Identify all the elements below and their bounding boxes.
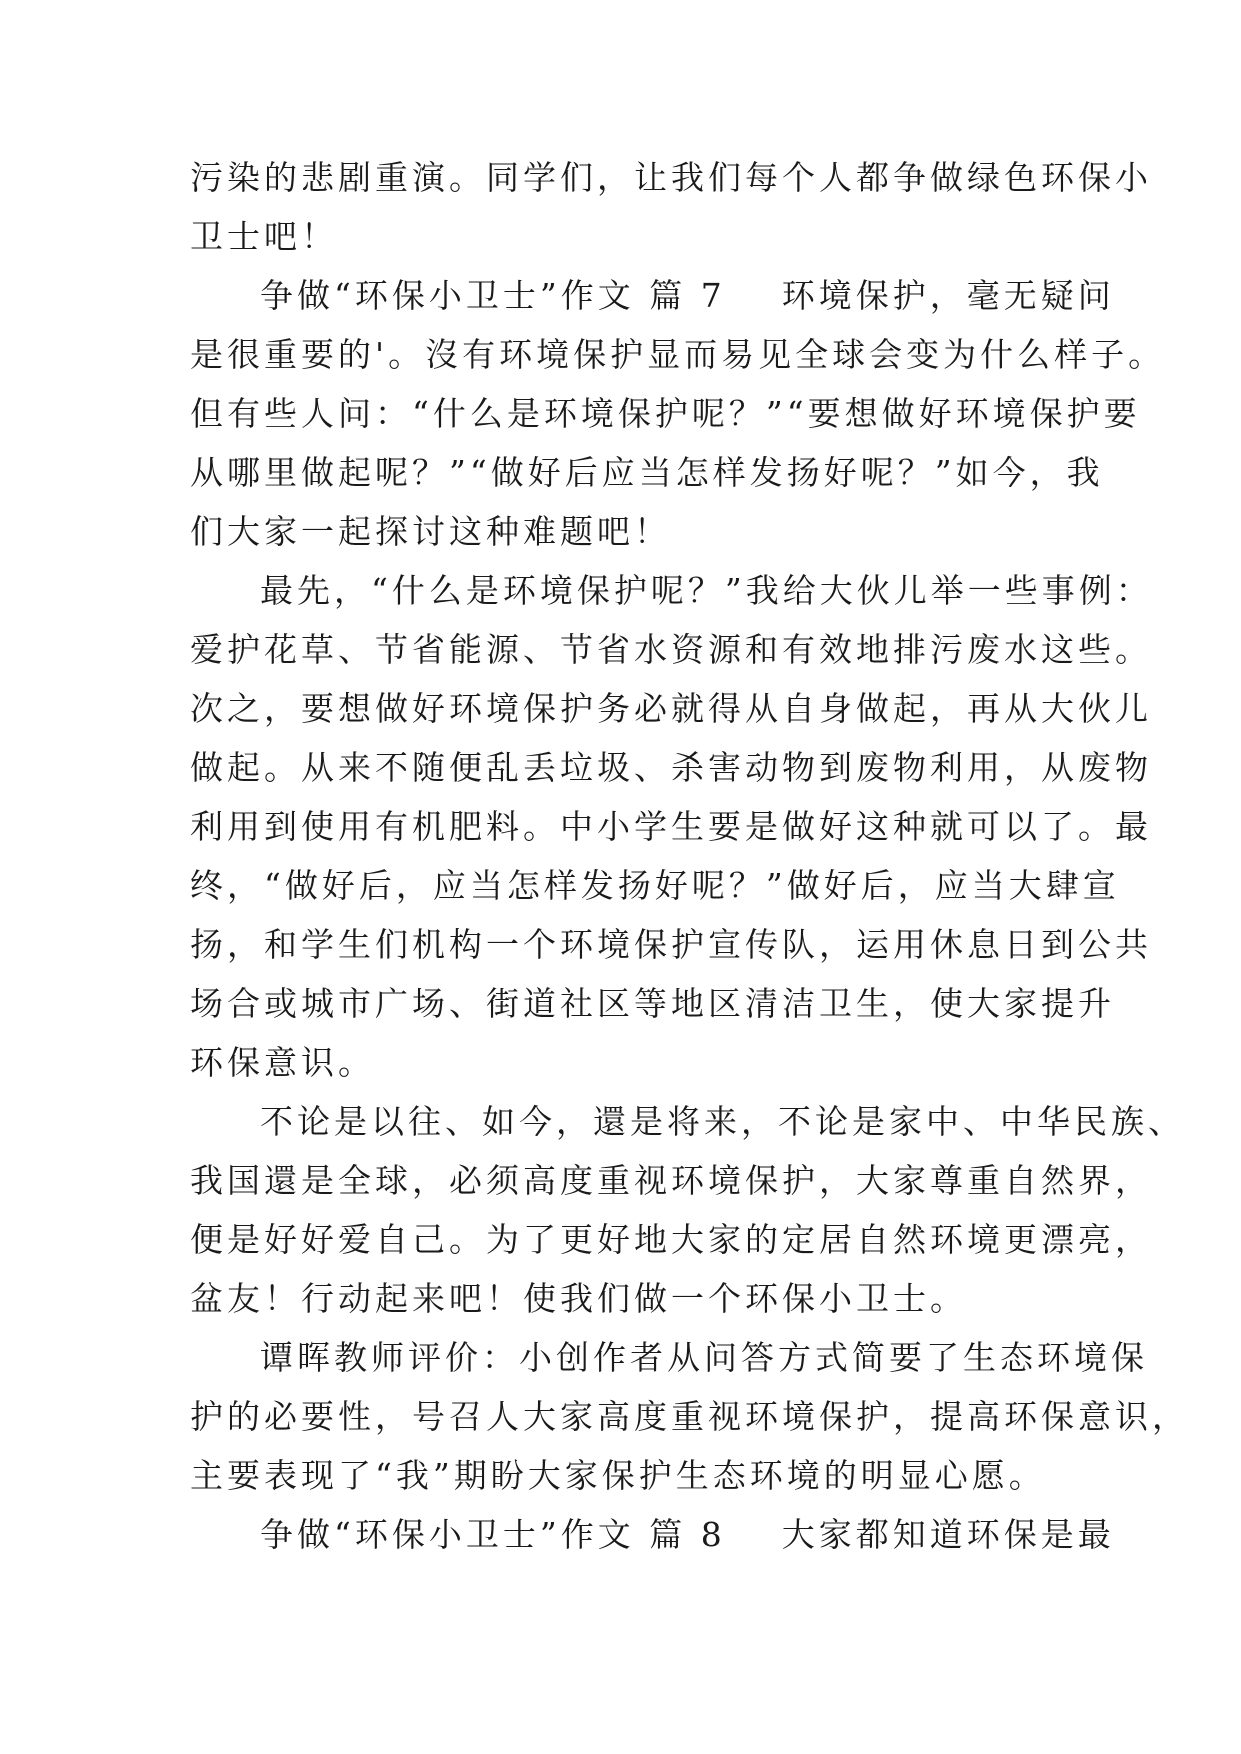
essay-heading-7 <box>190 266 1115 325</box>
text-line: 便是好好爱自己。为了更好地大家的定居自然环境更漂亮， <box>190 1220 1152 1259</box>
text-line: 们大家一起探讨这种难题吧！ <box>190 512 671 551</box>
text-line: 做起。从来不随便乱丢垃圾、杀害动物到废物利用，从废物 <box>190 748 1152 787</box>
text-line: 是很重要的'。沒有环境保护显而易见全球会变为什么样子。 <box>190 335 1166 374</box>
text-line: 环保意识。 <box>190 1043 375 1082</box>
text-line: 谭晖教师评价：小创作者从问答方式简要了生态环境保 <box>260 1338 1148 1377</box>
text-line: 但有些人问：“什么是环境保护呢？”“要想做好环境保护要 <box>190 394 1141 433</box>
essay-heading-8 <box>190 1505 1115 1564</box>
text-line: 盆友！行动起来吧！使我们做一个环保小卫士。 <box>190 1279 967 1318</box>
text-line: 终，“做好后，应当怎样发扬好呢？”做好后，应当大肆宣 <box>190 866 1120 905</box>
heading-continuation: 环境保护，毫无疑问 <box>781 276 1115 315</box>
text-line: 爱护花草、节省能源、节省水资源和有效地排污废水这些。 <box>190 630 1152 669</box>
text-line: 从哪里做起呢？”“做好后应当怎样发扬好呢？”如今，我 <box>190 453 1104 492</box>
heading-title: 争做“环保小卫士”作文 篇 7 <box>260 276 726 315</box>
text-line: 利用到使用有机肥料。中小学生要是做好这种就可以了。最 <box>190 807 1152 846</box>
text-line: 卫士吧！ <box>190 217 338 256</box>
text-line: 污染的悲剧重演。同学们，让我们每个人都争做绿色环保小 <box>190 158 1152 197</box>
text-line: 我国還是全球，必须高度重视环境保护，大家尊重自然界， <box>190 1161 1152 1200</box>
heading-continuation: 大家都知道环保是最 <box>781 1515 1115 1554</box>
text-line: 护的必要性，号召人大家高度重视环境保护，提高环保意识， <box>190 1397 1189 1436</box>
heading-title: 争做“环保小卫士”作文 篇 8 <box>260 1515 726 1554</box>
text-line: 场合或城市广场、街道社区等地区清洁卫生，使大家提升 <box>190 984 1115 1023</box>
text-line: 扬，和学生们机构一个环境保护宣传队，运用休息日到公共 <box>190 925 1152 964</box>
text-line: 次之，要想做好环境保护务必就得从自身做起，再从大伙儿 <box>190 689 1152 728</box>
text-line: 不论是以往、如今，還是将来，不论是家中、中华民族、 <box>260 1102 1185 1141</box>
essay-body <box>190 148 1189 1564</box>
text-line: 最先，“什么是环境保护呢？”我给大伙儿举一些事例： <box>260 571 1153 610</box>
text-line: 主要表现了“我”期盼大家保护生态环境的明显心愿。 <box>190 1456 1046 1495</box>
